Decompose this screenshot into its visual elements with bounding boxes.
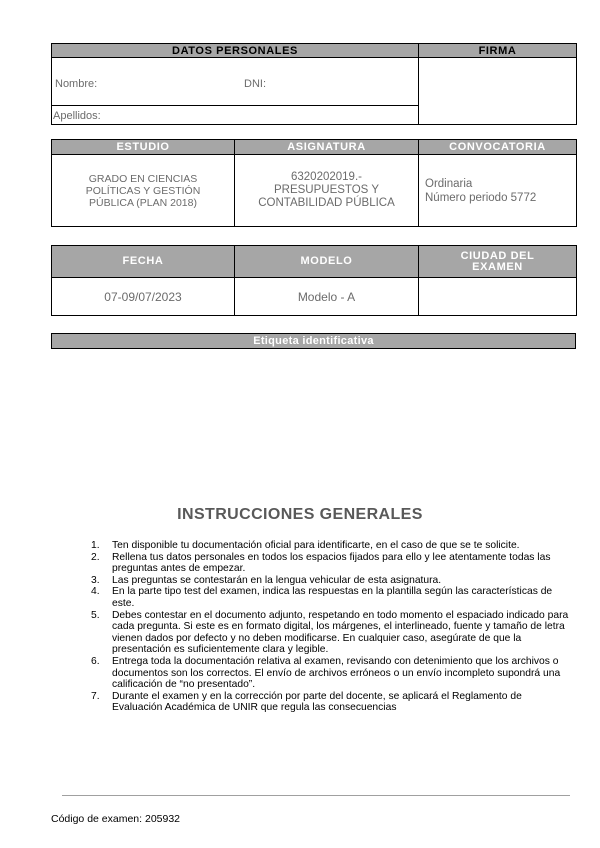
instruction-number: 5. <box>91 609 100 621</box>
name-dni-field[interactable] <box>52 58 419 106</box>
exam-code: Código de examen: 205932 <box>51 813 181 825</box>
ciudad-field[interactable] <box>419 278 577 316</box>
convocatoria-line: Número periodo 5772 <box>425 191 537 204</box>
modelo-header: MODELO <box>235 246 419 278</box>
instruction-number: 3. <box>91 574 100 586</box>
dni-label: DNI: <box>244 78 266 90</box>
estudio-line: GRADO EN CIENCIAS <box>88 172 198 185</box>
instruction-text: Debes contestar en el documento adjunto, respetando en todo momento el espaciado indicado para cada pregunta. Si este es en formato digital, los márgenes, el interlineado, fuente y tamaño de letra vienen dados por defecto y no deben modificarse. En cualquier caso, asegúrate de que la presentación es suficientemente clara y legible. <box>112 609 569 656</box>
convocatoria-header: CONVOCATORIA <box>419 140 577 155</box>
instruction-text: En la parte tipo test del examen, indica las respuestas en la plantilla según las características de este. <box>112 586 553 609</box>
instructions-list <box>91 540 571 714</box>
modelo-value: Modelo - A <box>235 278 419 316</box>
nombre-label: Nombre: <box>55 78 98 90</box>
instruction-item <box>91 656 571 691</box>
personal-data-table <box>51 43 577 125</box>
instruction-number: 2. <box>91 551 100 563</box>
instruction-item <box>91 610 571 656</box>
instruction-item <box>91 575 571 587</box>
apellidos-label: Apellidos: <box>53 110 101 122</box>
instruction-text: Rellena tus datos personales en todos los espacios fijados para ello y lee atentamente todas las preguntas antes de empezar. <box>112 551 551 575</box>
asignatura-line: PRESUPUESTOS Y <box>273 184 380 196</box>
estudio-line: PÚBLICA (PLAN 2018) <box>89 196 197 209</box>
instruction-text: Las preguntas se contestarán en la lengua vehicular de esta asignatura. <box>112 574 442 586</box>
estudio-value <box>52 155 235 227</box>
asignatura-value <box>235 155 419 227</box>
convocatoria-line: Ordinaria <box>425 177 473 190</box>
instruction-number: 7. <box>91 690 100 702</box>
instruction-item <box>91 540 571 552</box>
signature-box[interactable] <box>419 58 577 125</box>
asignatura-line: 6320202019.- <box>291 171 362 183</box>
fecha-value: 07-09/07/2023 <box>52 278 235 316</box>
instruction-text: Durante el examen y en la corrección por parte del docente, se aplicará el Reglamento de Evaluación Académica de UNIR que regula las consecuencias <box>112 690 522 714</box>
instruction-text: Entrega toda la documentación relativa al examen, revisando con detenimiento que los archivos o documentos son los correctos. El envío de archivos erróneos o un envío incompleto supondrá una calificación de “no presentado”. <box>112 655 561 691</box>
label-table <box>51 333 576 349</box>
asignatura-line: CONTABILIDAD PÚBLICA <box>258 197 395 209</box>
instruction-number: 4. <box>91 586 100 598</box>
footer-divider <box>62 795 570 796</box>
instruction-number: 1. <box>91 540 100 551</box>
instruction-text: Ten disponible tu documentación oficial para identificarte, en el caso de que se te solicite. <box>112 540 520 551</box>
academic-info-table <box>51 139 577 227</box>
instruction-item <box>91 586 571 609</box>
convocatoria-value <box>419 155 577 227</box>
instruction-item <box>91 691 571 714</box>
instruction-item <box>91 552 571 575</box>
instruction-number: 6. <box>91 655 100 667</box>
estudio-header: ESTUDIO <box>52 140 235 155</box>
asignatura-header: ASIGNATURA <box>235 140 419 155</box>
exam-info-table <box>51 245 577 316</box>
ciudad-header: CIUDAD DEL EXAMEN <box>419 246 577 278</box>
fecha-header: FECHA <box>52 246 235 278</box>
apellidos-field[interactable] <box>52 106 419 125</box>
etiqueta-header: Etiqueta identificativa <box>52 334 576 349</box>
signature-header: FIRMA <box>419 44 577 58</box>
instructions-title: INSTRUCCIONES GENERALES <box>177 506 423 523</box>
estudio-line: POLÍTICAS Y GESTIÓN <box>85 184 201 197</box>
personal-data-header: DATOS PERSONALES <box>52 44 419 58</box>
